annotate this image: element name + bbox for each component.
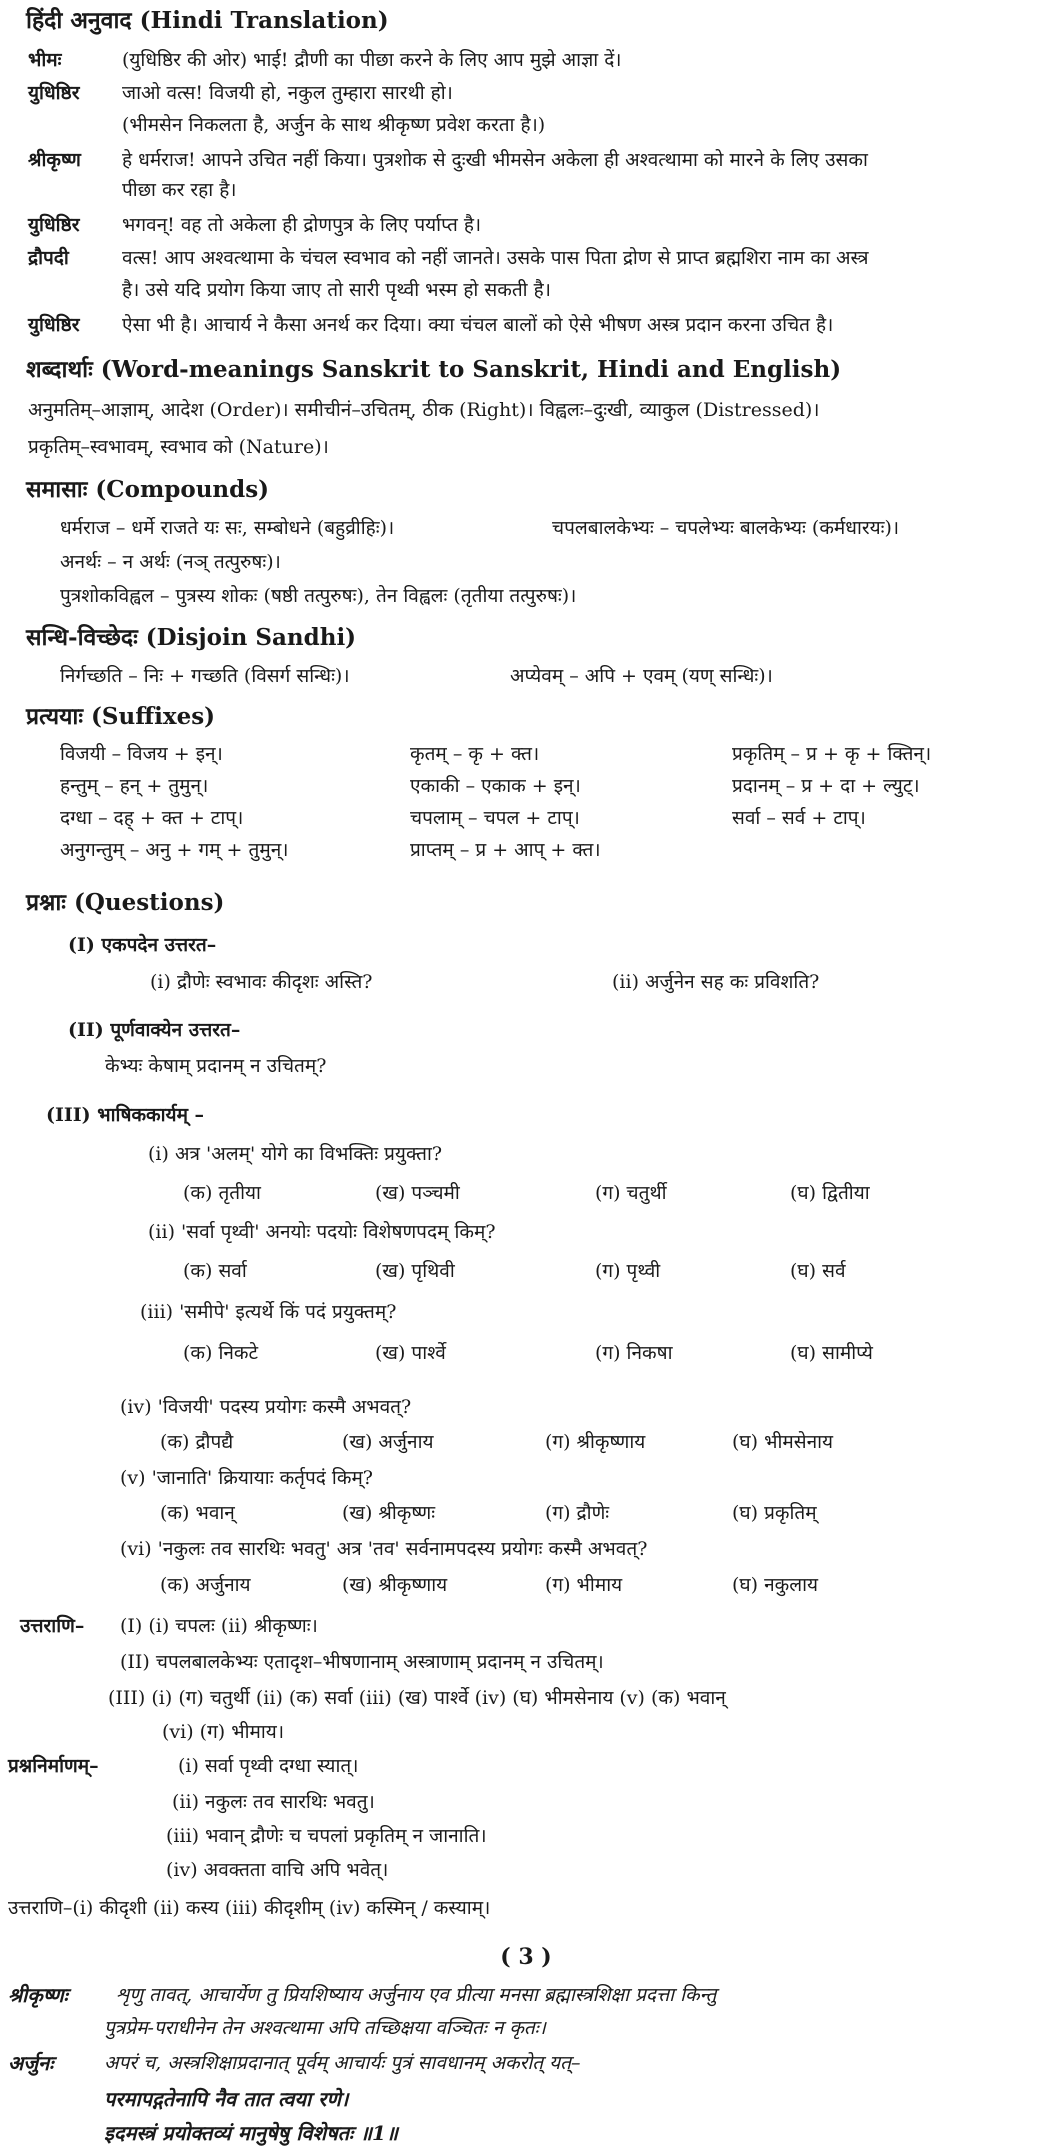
question-group-title: (I) एकपदेन उत्तरत– xyxy=(68,934,217,956)
mcq-option: (ख) अर्जुनाय xyxy=(342,1431,434,1453)
question-line: (ii) अर्जुनेन सह कः प्रविशति? xyxy=(612,971,820,993)
mcq-question: (ii) 'सर्वा पृथ्वी' अनयोः पदयोः विशेषणपदम् किम्? xyxy=(148,1221,496,1243)
word-meanings-line: प्रकृतिम्–स्वभावम्, स्वभाव को (Nature)। xyxy=(28,436,329,458)
suffix-item: एकाकी – एकाक + इन्। xyxy=(410,775,581,797)
translation-line: भगवन्! वह तो अकेला ही द्रोणपुत्र के लिए पर्याप्त है। xyxy=(122,214,482,236)
mcq-question: (i) अत्र 'अलम्' योगे का विभक्तिः प्रयुक्ता? xyxy=(148,1143,443,1165)
suffix-item: अनुगन्तुम् – अनु + गम् + तुमुन्। xyxy=(60,839,289,861)
mcq-question: (vi) 'नकुलः तव सारथिः भवतु' अत्र 'तव' सर्वनामपदस्य प्रयोगः कस्मै अभवत्? xyxy=(120,1538,648,1560)
compound-line: पुत्रशोकविह्वल – पुत्रस्य शोकः (षष्ठी तत्पुरुषः), तेन विह्वलः (तृतीया तत्पुरुषः)। xyxy=(60,585,577,607)
mcq-option: (ग) द्रौणेः xyxy=(545,1502,610,1524)
compound-line: धर्मराज – धर्मे राजते यः सः, सम्बोधने (बहुव्रीहिः)। xyxy=(60,517,395,539)
answer-line: (vi) (ग) भीमाय। xyxy=(162,1721,285,1743)
dialogue-speaker: अर्जुनः xyxy=(8,2051,54,2075)
mcq-option: (ख) पृथिवी xyxy=(375,1260,455,1282)
sandhi-heading: सन्धि-विच्छेदः (Disjoin Sandhi) xyxy=(26,624,357,651)
formation-line: (iii) भवान् द्रौणेः च चपलां प्रकृतिम् न जानाति। xyxy=(166,1825,487,1847)
suffix-item: कृतम् – कृ + क्त। xyxy=(410,743,540,765)
mcq-question: (iv) 'विजयी' पदस्य प्रयोगः कस्मै अभवत्? xyxy=(120,1396,412,1418)
compound-line: अनर्थः – न अर्थः (नञ् तत्पुरुषः)। xyxy=(60,551,281,573)
speaker: युधिष्ठिर xyxy=(28,214,80,236)
mcq-option: (ख) पञ्चमी xyxy=(375,1182,460,1204)
mcq-option: (ख) श्रीकृष्णाय xyxy=(342,1574,448,1596)
translation-line: है। उसे यदि प्रयोग किया जाए तो सारी पृथ्वी भस्म हो सकती है। xyxy=(122,279,551,301)
translation-line: पीछा कर रहा है। xyxy=(122,179,237,201)
translation-line: हे धर्मराज! आपने उचित नहीं किया। पुत्रशोक से दुःखी भीमसेन अकेला ही अश्वत्थामा को मारने के लिए उसका xyxy=(122,149,868,171)
dialogue-line: शृणु तावत्, आचार्येण तु प्रियशिष्याय अर्जुनाय एव प्रीत्या मनसा ब्रह्मास्त्रशिक्षा प्रदत्ता किन्तु xyxy=(116,1984,717,2006)
mcq-option: (ग) पृथ्वी xyxy=(595,1260,661,1282)
speaker: युधिष्ठिर xyxy=(28,82,80,104)
compound-line: चपलबालकेभ्यः – चपलेभ्यः बालकेभ्यः (कर्मधारयः)। xyxy=(552,517,900,539)
mcq-option: (क) निकटे xyxy=(183,1342,259,1364)
dialogue-line: अपरं च, अस्त्रशिक्षाप्रदानात् पूर्वम् आचार्यः पुत्रं सावधानम् अकरोत् यत्– xyxy=(104,2052,581,2074)
word-meanings-heading: शब्दार्थाः (Word-meanings Sanskrit to Sanskrit, Hindi and English) xyxy=(26,356,842,383)
sandhi-line: निर्गच्छति – निः + गच्छति (विसर्ग सन्धिः)। xyxy=(60,665,350,687)
speaker: युधिष्ठिर xyxy=(28,314,80,336)
mcq-option: (घ) नकुलाय xyxy=(732,1574,819,1596)
mcq-option: (घ) सर्व xyxy=(790,1260,846,1282)
mcq-option: (क) द्रौपद्यै xyxy=(160,1431,234,1453)
formation-line: (iv) अवक्तता वाचि अपि भवेत्। xyxy=(166,1859,389,1881)
question-line: (i) द्रौणेः स्वभावः कीदृशः अस्ति? xyxy=(150,971,373,993)
sandhi-line: अप्येवम् – अपि + एवम् (यण् सन्धिः)। xyxy=(510,665,773,687)
hindi-translation-heading: हिंदी अनुवाद (Hindi Translation) xyxy=(26,7,389,34)
mcq-option: (क) सर्वा xyxy=(183,1260,247,1282)
question-group-title: (II) पूर्णवाक्येन उत्तरत– xyxy=(68,1019,241,1041)
translation-line: (भीमसेन निकलता है, अर्जुन के साथ श्रीकृष्ण प्रवेश करता है।) xyxy=(122,114,546,136)
suffix-item: सर्वा – सर्व + टाप्। xyxy=(732,807,866,829)
section-number: ( 3 ) xyxy=(500,1944,552,1970)
translation-line: (युधिष्ठिर की ओर) भाई! द्रौणी का पीछा करने के लिए आप मुझे आज्ञा दें। xyxy=(122,49,622,71)
suffix-item: प्रदानम् – प्र + दा + ल्युट्। xyxy=(732,775,920,797)
mcq-question: (iii) 'समीपे' इत्यर्थे किं पदं प्रयुक्तम्? xyxy=(140,1301,397,1323)
translation-line: जाओ वत्स! विजयी हो, नकुल तुम्हारा सारथी हो। xyxy=(122,82,453,104)
translation-line: ऐसा भी है। आचार्य ने कैसा अनर्थ कर दिया। क्या चंचल बालों को ऐसे भीषण अस्त्र प्रदान करना उचित है। xyxy=(122,314,834,336)
answer-line: (III) (i) (ग) चतुर्थी (ii) (क) सर्वा (iii) (ख) पार्श्वे (iv) (घ) भीमसेनाय (v) (क) भवान् xyxy=(108,1687,726,1709)
suffix-item: प्रकृतिम् – प्र + कृ + क्तिन्। xyxy=(732,743,932,765)
question-formation-label: प्रश्ननिर्माणम्– xyxy=(8,1755,99,1777)
answer-line: (II) चपलबालकेभ्यः एतादृश–भीषणानाम् अस्त्राणाम् प्रदानम् न उचितम्। xyxy=(120,1651,604,1673)
answers-label: उत्तराणि– xyxy=(20,1615,85,1637)
question-line: केभ्यः केषाम् प्रदानम् न उचितम्? xyxy=(105,1055,327,1077)
formation-line: (ii) नकुलः तव सारथिः भवतु। xyxy=(172,1791,375,1813)
mcq-option: (घ) प्रकृतिम् xyxy=(732,1502,817,1524)
dialogue-line: पुत्रप्रेम-पराधीनेन तेन अश्वत्थामा अपि तच्छिक्षया वञ्चितः न कृतः। xyxy=(104,2017,546,2039)
mcq-option: (घ) भीमसेनाय xyxy=(732,1431,834,1453)
formation-answers: उत्तराणि–(i) कीदृशी (ii) कस्य (iii) कीदृशीम् (iv) कस्मिन् / कस्याम्। xyxy=(8,1897,491,1919)
speaker: द्रौपदी xyxy=(28,247,69,269)
suffix-item: हन्तुम् – हन् + तुमुन्। xyxy=(60,775,209,797)
mcq-option: (ग) निकषा xyxy=(595,1342,673,1364)
mcq-option: (क) तृतीया xyxy=(183,1182,261,1204)
suffix-item: विजयी – विजय + इन्। xyxy=(60,743,223,765)
formation-line: (i) सर्वा पृथ्वी दग्धा स्यात्। xyxy=(178,1755,359,1777)
questions-heading: प्रश्नाः (Questions) xyxy=(26,889,225,916)
verse-line: परमापद्गतेनापि नैव तात त्वया रणे। xyxy=(104,2087,349,2111)
suffix-item: दग्धा – दह् + क्त + टाप्। xyxy=(60,807,244,829)
speaker: भीमः xyxy=(28,49,62,71)
suffixes-heading: प्रत्ययाः (Suffixes) xyxy=(26,703,216,730)
mcq-question: (v) 'जानाति' क्रियायाः कर्तृपदं किम्? xyxy=(120,1467,373,1489)
word-meanings-line: अनुमतिम्–आज्ञाम्, आदेश (Order)। समीचीनं–उचितम्, ठीक (Right)। विह्वलः–दुःखी, व्याकुल (Distressed)। xyxy=(28,399,820,421)
mcq-option: (क) भवान् xyxy=(160,1502,235,1524)
mcq-option: (क) अर्जुनाय xyxy=(160,1574,251,1596)
mcq-option: (घ) द्वितीया xyxy=(790,1182,870,1204)
mcq-option: (घ) सामीप्ये xyxy=(790,1342,873,1364)
mcq-option: (ख) पार्श्वे xyxy=(375,1342,446,1364)
dialogue-speaker: श्रीकृष्णः xyxy=(8,1983,68,2007)
speaker: श्रीकृष्ण xyxy=(28,149,81,171)
suffix-item: चपलाम् – चपल + टाप्। xyxy=(410,807,580,829)
mcq-option: (ग) श्रीकृष्णाय xyxy=(545,1431,646,1453)
translation-line: वत्स! आप अश्वत्थामा के चंचल स्वभाव को नहीं जानते। उसके पास पिता द्रोण से प्राप्त ब्रह्मशिरा नाम का अस्त्र xyxy=(122,247,869,269)
mcq-option: (ग) चतुर्थी xyxy=(595,1182,667,1204)
verse-line: इदमस्त्रं प्रयोक्तव्यं मानुषेषु विशेषतः ॥1॥ xyxy=(104,2121,398,2145)
mcq-option: (ग) भीमाय xyxy=(545,1574,623,1596)
compounds-heading: समासाः (Compounds) xyxy=(26,476,270,503)
suffix-item: प्राप्तम् – प्र + आप् + क्त। xyxy=(410,839,601,861)
mcq-option: (ख) श्रीकृष्णः xyxy=(342,1502,436,1524)
question-group-title: (III) भाषिककार्यम् – xyxy=(46,1104,205,1126)
answer-line: (I) (i) चपलः (ii) श्रीकृष्णः। xyxy=(120,1615,318,1637)
